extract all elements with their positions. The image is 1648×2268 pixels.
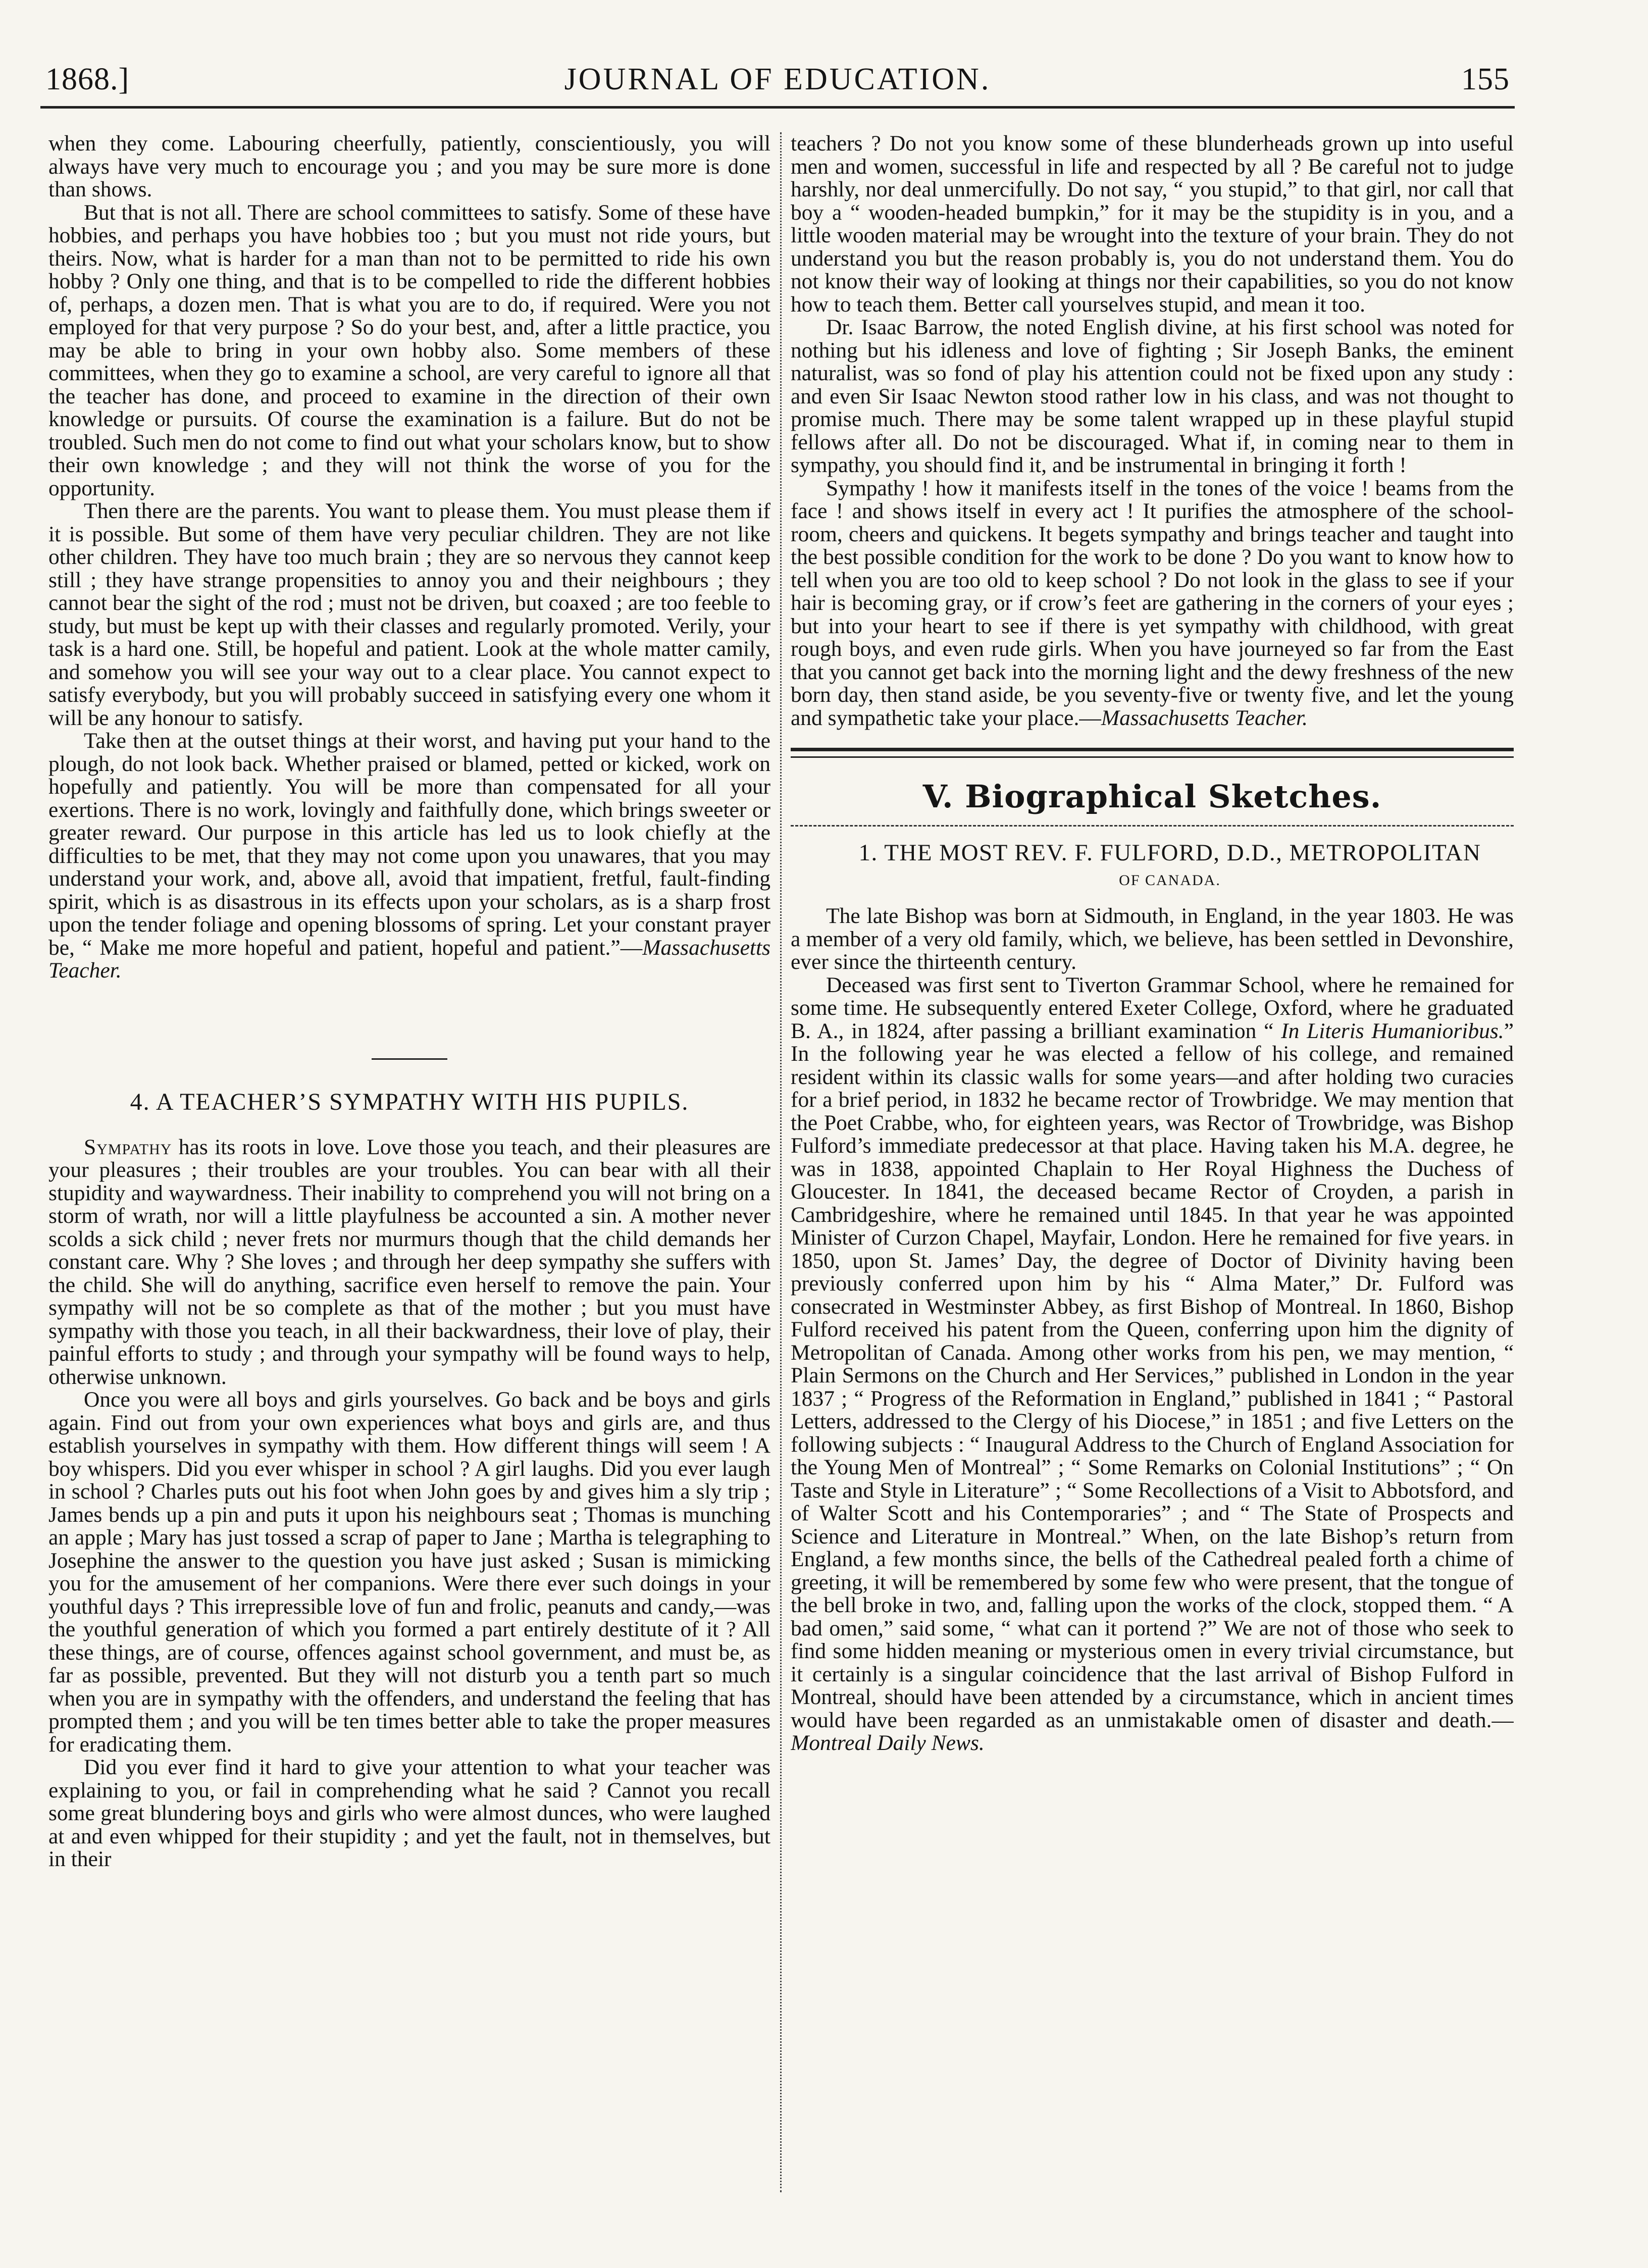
paragraph: when they come. Labouring cheerfully, patiently, conscientiously, you will always have very much to encourage you ; and you may be sure more is done than shows. [48,132,770,201]
paragraph-text: ” In the following year he was elected a fellow of his college, and remained resident within its classic walls for some years—and after holding two curacies for a brief period, in 1832 he became rector of Trowbridge. We may mention that the Poet Crabbe, who, for eighteen years, was Rector of Trowbridge, was Bishop Fulford’s immediate predecessor at that place. Having taken his M.A. degree, he was in 1838, appointed Chaplain to Her Royal Highness the Duchess of Gloucester. In 1841, the deceased became Rector of Croyden, a parish in Cambridgeshire, where he remained until 1845. In that year he was appointed Minister of Curzon Chapel, Mayfair, London. Here he remained for five years. in 1850, upon St. James’ Day, the degree of Doctor of Divinity having been previously conferred upon him by his “ Alma Mater,” Dr. Fulford was consecrated in Westminster Abbey, as first Bishop of Montreal. In 1860, Bishop Fulford received his patent from the Queen, conferring upon him the dignity of Metropolitan of Canada. Among other works from his pen, we may mention, “ Plain Sermons on the Church and Her Services,” published in London in the year 1837 ; “ Progress of the Reformation in England,” published in 1841 ; “ Pastoral Letters, addressed to the Clergy of his Diocese,” in 1851 ; and five Letters on the following subjects : “ Inaugural Address to the Church of England Association for the Young Men of Montreal” ; “ Some Remarks on Colonial Institutions” ; “ On Taste and Style in Literature” ; “ Some Recollections of a Visit to Abbotsford, and of Walter Scott and his Contemporaries” ; and “ The State of Prospects and Science and Literature in Montreal.” When, on the late Bishop’s return from England, a few months since, the bells of the Cathedreal pealed forth a chime of greeting, it will be remembered by some few who were present, that the tongue of the bell broke in two, and, falling upon the works of the clock, stopped them. “ A bad omen,” said some, “ what can it portend ?” We are not of those who seek to find some hidden meaning or mysterious omen in every trivial circumstance, but it certainly is a singular coincidence that the last arrival of Bishop Fulford in Montreal, should have been attended by a circumstance, which in ancient times would have been regarded as an unmistakable omen of disaster and death.— [791,1018,1514,1732]
paragraph: Dr. Isaac Barrow, the noted English divine, at his first school was noted for nothing but his idleness and love of fighting ; Sir Joseph Banks, the eminent naturalist, was so fond of play his attention could not be fixed upon any study : and even Sir Isaac Newton stood rather low in his class, and was not thought to promise much. There may be some talent wrapped up in these playful stupid fellows after all. Do not be discouraged. What if, in coming near to them in sympathy, you should find it, and be instrumental in bringing it forth ! [791,315,1514,477]
paragraph: Once you were all boys and girls yourselves. Go back and be boys and girls again. Find out from your own experiences what boys and girls are, and thus establish yourselves in sympathy with them. How different things will seem ! A boy whispers. Did you ever whisper in school ? A girl laughs. Did you ever laugh in school ? Charles puts out his foot when John goes by and gives him a sly trip ; James bends up a pin and puts it upon his neighbours seat ; Thomas is munching an apple ; Mary has just tossed a scrap of paper to Jane ; Martha is telegraphing to Josephine the answer to the question you have just asked ; Susan is mimicking you for the amusement of her companions. Were there ever such doings in your youthful days ? This irrepressible love of fun and frolic, peanuts and candy,—was the youthful generation of which you formed a part entirely destitute of it ? All these things, are of course, offences against school government, and must be, as far as possible, prevented. But they will not disturb you a tenth part so much when you are in sympathy with the offenders, and understand the feeling that has prompted them ; and you will be ten times better able to take the proper measures for eradicating them. [48,1387,770,1757]
article-title: 1. THE MOST REV. F. FULFORD, D.D., METROPOLITAN [858,840,1481,866]
paragraph: Did you ever find it hard to give your attention to what your teacher was explaining to you, or fail in comprehending what he said ? Cannot you recall some great blundering boys and girls who were almost dunces, who were laughed at and even whipped for their stupidity ; and yet the fault, not in themselves, but in their [48,1755,770,1871]
lead-word: Sympathy [84,1135,172,1159]
paragraph: But that is not all. There are school committees to satisfy. Some of these have hobbies, and perhaps you have hobbies too ; but you must not ride yours, but theirs. Now, what is harder for a man than not to be permitted to ride his own hobby ? Only one thing, and that is to be compelled to ride the different hobbies of, perhaps, a dozen men. That is what you are to do, if required. Were you not employed for that very purpose ? So do your best, and, after a little practice, you may be able to bring in your own hobby also. Some members of these committees, when they go to examine a school, are very careful to ignore all that the teacher has done, and proceed to examine in the direction of their own knowledge or pursuits. Of course the examination is a failure. But do not be troubled. Such men do not come to find out what your scholars know, but to show their own knowledge ; and they will not think the worse of you for the opportunity. [48,200,770,500]
section-rule [791,756,1514,758]
paragraph: Then there are the parents. You want to please them. You must please them if it is possible. But some of them have very peculiar children. They are not like other children. They have too much brain ; they are so nervous they cannot keep still ; they have strange propensities to annoy you and their neighbours ; they cannot bear the sight of the rod ; must not be driven, but coaxed ; are too feeble to study, but must be kept up with their classes and regularly promoted. Verily, your task is a hard one. Still, be hopeful and patient. Look at the whole matter camily, and somehow you will see your way out to a clear place. You cannot expect to satisfy everybody, but you will probably succeed in satisfying every one whom it will be any honour to satisfy. [48,499,770,730]
paragraph-text: Take then at the outset things at their worst, and having put your hand to the plough, do not look back. Whether praised or blamed, petted or kicked, work on hopefully and patiently. You will be more than compensated for all your exertions. There is no work, lovingly and faithfully done, which brings sweeter or greater reward. Our purpose in this article has led us to look chiefly at the difficulties to be met, that they may not come upon you unawares, that you may understand your work, and, above all, avoid that impatient, fretful, fault-finding spirit, which is as disastrous in its effects upon your scholars, as is a sharp frost upon the tender foliage and opening blossoms of spring. Let your constant prayer be, “ Make me more hopeful and patient, hopeful and patient.”— [48,729,770,960]
section-rule [791,748,1514,751]
paragraph [48,730,770,983]
paragraph-text: Deceased was first sent to Tiverton Grammar School, where he remained for some time. He subsequently entered Exeter College, Oxford, where he graduated B. A., in 1824, after passing a brilliant examination “ [791,972,1514,1043]
right-column [791,132,1514,2202]
article-subtitle: OF CANADA. [1119,871,1221,889]
paragraph [791,974,1514,1755]
paragraph: teachers ? Do not you know some of these blunderheads grown up into useful men and women, successful in life and respected by all ? Be careful not to judge harshly, nor deal unmercifully. Do not say, “ you stupid,” to that girl, nor call that boy a “ wooden-headed bumpkin,” for it may be the stupidity is in you, and a little wooden material may be wrought into the texture of your brain. They do not understand you but the reason probably is, you do not understand them. You do not know their way of looking at things nor their capabilities, so you do not know how to teach them. Better call yourselves stupid, and mean it too. [791,132,1514,317]
section-heading: V. Biographical Sketches. [922,778,1382,815]
header-year: 1868.] [45,62,130,96]
paragraph [791,477,1514,730]
section-divider [372,1058,447,1060]
running-header [40,50,1515,109]
source-citation: Massachusetts Teacher. [48,935,770,983]
latin-phrase: In Literis Humanioribus. [1281,1018,1504,1043]
left-column [48,132,770,2202]
journal-title: JOURNAL OF EDUCATION. [564,62,991,96]
paragraph [48,1136,770,1389]
wavy-rule [791,825,1514,827]
paragraph-text: has its roots in love. Love those you teach, and their pleasures are your pleasures ; their troubles are your troubles. You can bear with all their stupidity and waywardness. Their inability to comprehend you will not bring on a storm of wrath, nor will a little playfulness be accounted a sin. A mother never scolds a sick child ; never frets nor murmurs though that the child demands her constant care. Why ? She loves ; and through her deep sympathy she suffers with the child. She will do anything, sacrifice even herself to remove the pain. Your sympathy will not be so complete as that of the mother ; but you must have sympathy with those you teach, in all their backwardness, their love of play, their painful efforts to study ; and through your sympathy will be found ways to help, otherwise unknown. [48,1135,770,1389]
source-citation: Massachusetts Teacher. [1101,705,1308,730]
source-citation: Montreal Daily News. [791,1731,985,1755]
page-number: 155 [1461,62,1510,96]
section-title: 4. A TEACHER’S SYMPATHY WITH HIS PUPILS. [130,1088,689,1115]
column-divider [780,132,782,2192]
paragraph-text: Sympathy ! how it manifests itself in the tones of the voice ! beams from the face ! and shows itself in every act ! It purifies the atmosphere of the school-room, cheers and quickens. It begets sympathy and brings teacher and taught into the best possible condition for the work to be done ? Do you want to know how to tell when you are too old to keep school ? Do not look in the glass to see if your hair is becoming gray, or if crow’s feet are gathering in the corners of your eyes ; but into your heart to see if there is yet sympathy with childhood, with great rough boys, and even rude girls. When you have journeyed so far from the East that you cannot get back into the morning light and the dewy freshness of the new born day, then stand aside, be you seventy-five or twenty five, and let the young and sympathetic take your place.— [791,476,1514,730]
paragraph: The late Bishop was born at Sidmouth, in England, in the year 1803. He was a member of a very old family, which, we believe, has been settled in Devonshire, ever since the thirteenth century. [791,904,1514,974]
